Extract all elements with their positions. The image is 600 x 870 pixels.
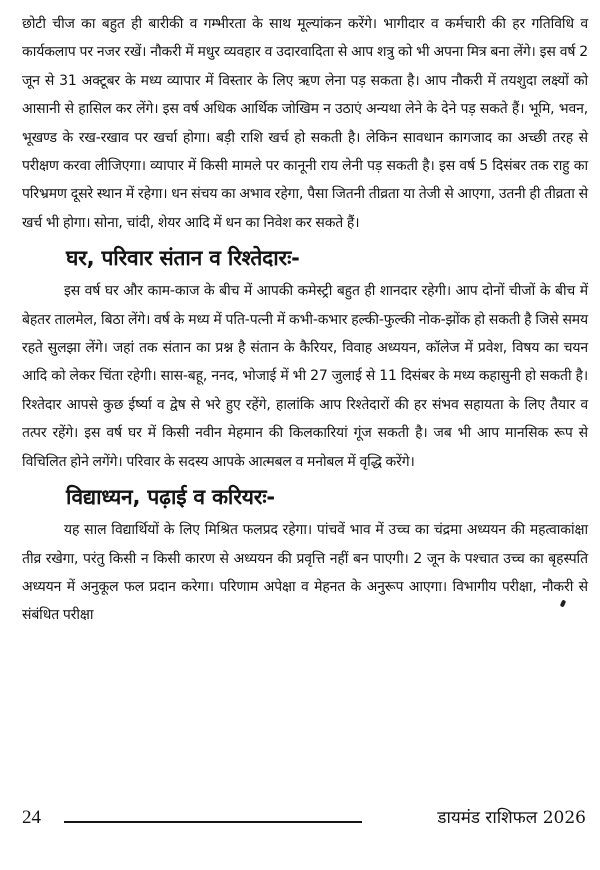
footer-rule	[64, 821, 362, 823]
page-number: 24	[22, 807, 41, 828]
book-title: डायमंड राशिफल 2026	[437, 808, 586, 828]
heading-education: विद्याध्यन, पढ़ाई व करियरः-	[66, 485, 275, 510]
paragraph-career-finance: छोटी चीज का बहुत ही बारीकी व गम्भीरता के साथ मूल्यांकन करेंगे। भागीदार व कर्मचारी की हर गतिविधि व कार्यकलाप पर नजर रखें। नौकरी में मधुर व्यवहार व उदारवादिता से आप शत्रु को भी अपना मित्र बना लेंगे। इस वर्ष 2 जून से 31 अक्टूबर के मध्य व्यापार में विस्तार के लिए ऋण लेना पड़ सकता है। आप नौकरी में तयशुदा लक्ष्यों को आसानी से हासिल कर लेंगे। इस वर्ष अधिक आर्थिक जोखिम न उठाएं अन्यथा लेने के देने पड़ सकते हैं। भूमि, भवन, भूखण्ड के रख-रखाव पर खर्चा होगा। बड़ी राशि खर्च हो सकती है। लेकिन सावधान कागजाद का अच्छी तरह से परीक्षण करवा लीजिएगा। व्यापार में किसी मामले पर कानूनी राय लेनी पड़ सकती है। इस वर्ष 5 दिसंबर तक राहु का परिभ्रमण दूसरे स्थान में रहेगा। धन संचय का अभाव रहेगा, पैसा जितनी तीव्रता या तेजी से आएगा, उतनी ही तीव्रता से खर्च भी होगा। सोना, चांदी, शेयर आदि में धन का निवेश कर सकते हैं।	[22, 16, 588, 231]
heading-family: घर, परिवार संतान व रिश्तेदारः-	[66, 246, 300, 271]
page-footer	[22, 805, 588, 831]
paragraph-education: यह साल विद्यार्थियों के लिए मिश्रित फलप्रद रहेगा। पांचवें भाव में उच्च का चंद्रमा अध्ययन की महत्वाकांक्षा तीव्र रखेगा, परंतु किसी न किसी कारण से अध्ययन की प्रवृत्ति नहीं बन पाएगी। 2 जून के पश्चात उच्च का बृहस्पति अध्ययन में अनुकूल फल प्रदान करेगा। परिणाम अपेक्षा व मेहनत के अनुरूप आएगा। विभागीय परीक्षा, नौकरी से संबंधित परीक्षा	[22, 522, 588, 624]
page-body	[22, 10, 588, 630]
paragraph-family: इस वर्ष घर और काम-काज के बीच में आपकी कमेस्ट्री बहुत ही शानदार रहेगी। आप दोनों चीजों के बीच में बेहतर तालमेल, बिठा लेंगे। वर्ष के मध्य में पति-पत्नी में कभी-कभार हल्की-फुल्की नोक-झोंक हो सकती है जिसे समय रहते सुलझा लेंगे। जहां तक संतान का प्रश्न है संतान के कैरियर, विवाह अध्ययन, कॉलेज में प्रवेश, विषय का चयन आदि को लेकर चिंता रहेगी। सास-बहू, ननद, भोजाई में भी 27 जुलाई से 11 दिसंबर के मध्य कहासुनी हो सकती है। रिश्तेदार आपसे कुछ ईर्ष्या व द्वेष से भरे हुए रहेंगे, हालांकि आप रिश्तेदारों की हर संभव सहायता के लिए तैयार व तत्पर रहेंगे। इस वर्ष घर में किसी नवीन मेहमान की किलकारियां गूंज सकती है। जब भी आप मानसिक रूप से विचिलित होने लगेंगे। परिवार के सदस्य आपके आत्मबल व मनोबल में वृद्धि करेंगे।	[22, 283, 588, 470]
